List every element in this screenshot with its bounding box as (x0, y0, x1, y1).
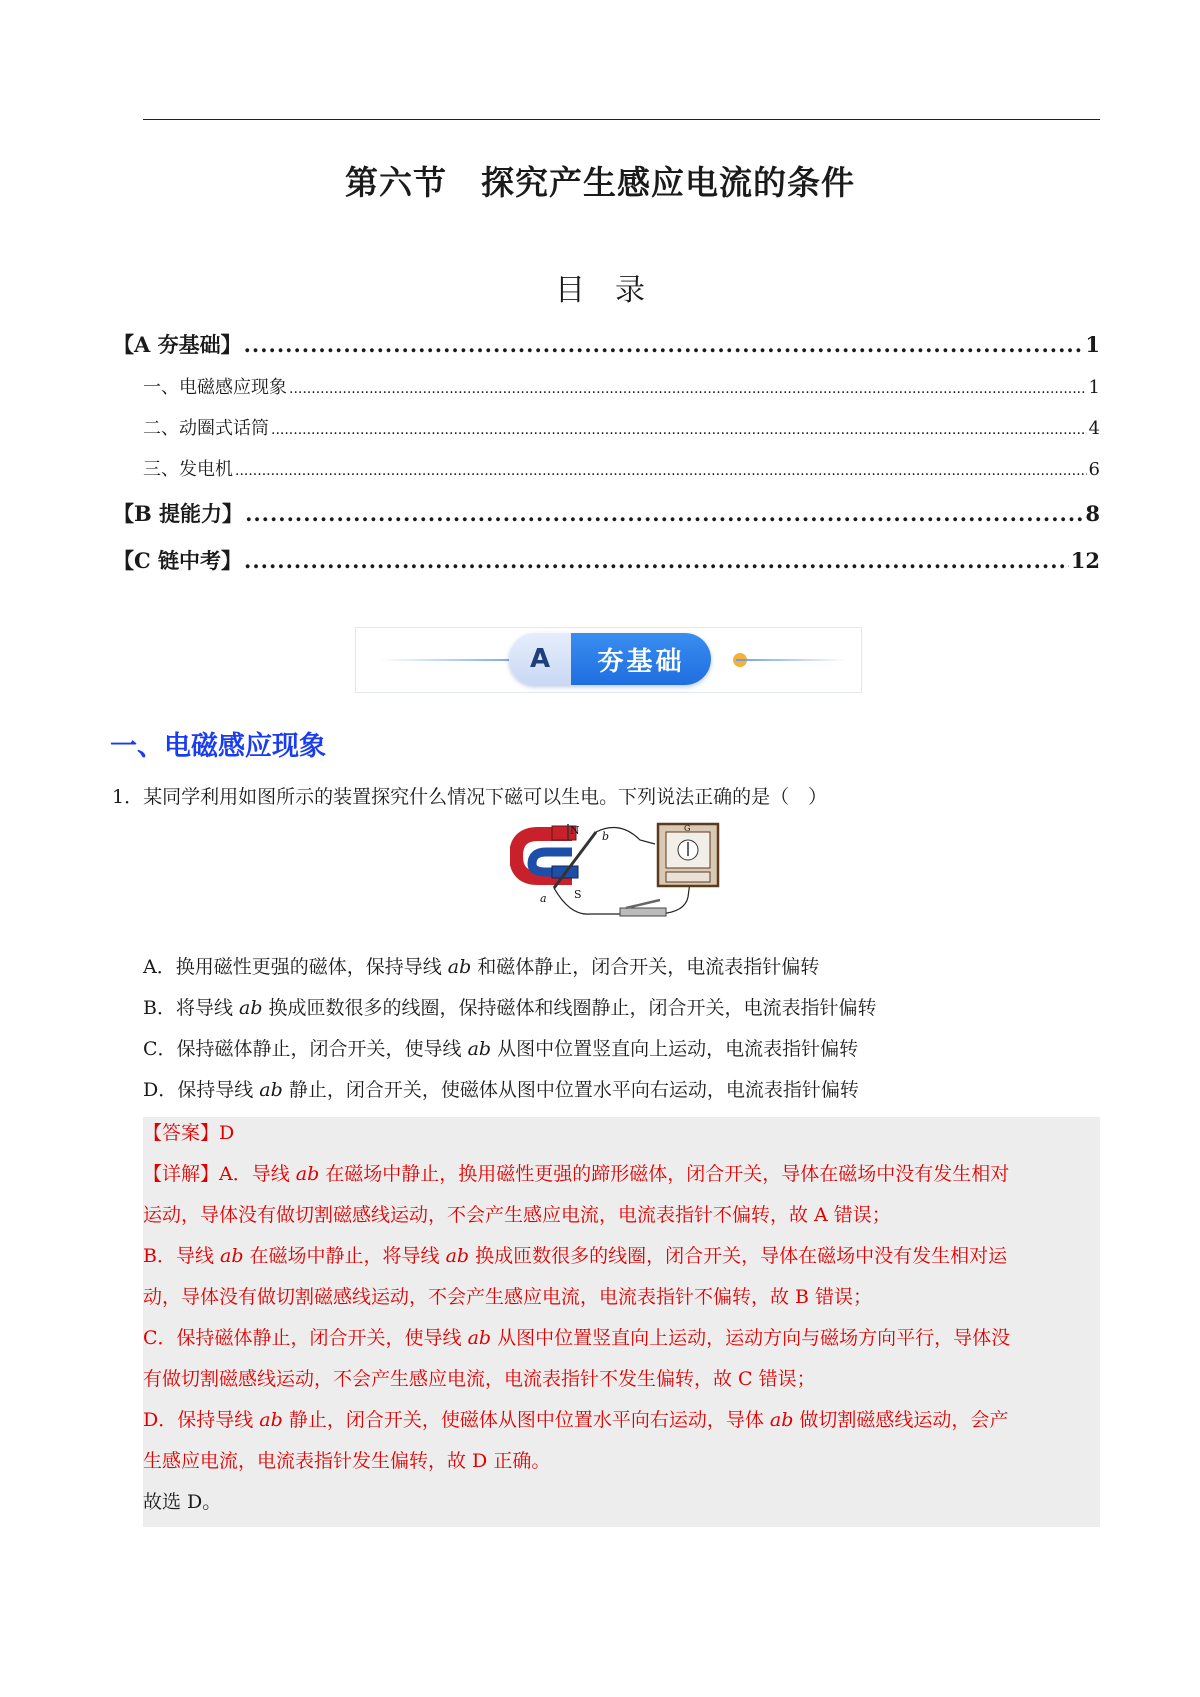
explanation-line: 【详解】A．导线 ab 在磁场中静止，换用磁性更强的蹄形磁体，闭合开关，导体在磁场中没有发生相对 (143, 1163, 1010, 1185)
toc-leader (271, 422, 1087, 438)
option-a[interactable] (143, 952, 819, 979)
page-title: 第六节 探究产生感应电流的条件 (345, 163, 855, 202)
label-n: N (570, 824, 580, 837)
toc-page-number: 1 (1088, 377, 1100, 398)
header-rule (143, 119, 1100, 120)
toc-item-1[interactable] (143, 373, 1100, 399)
banner-letter: A (509, 633, 571, 685)
option-text: 换成匝数很多的线圈，保持磁体和线圈静止，闭合开关，电流表指针偏转 (262, 997, 877, 1019)
option-text: 从图中位置竖直向上运动，电流表指针偏转 (491, 1038, 859, 1060)
explanation-line: 运动，导体没有做切割磁感线运动，不会产生感应电流，电流表指针不偏转，故 A 错误； (143, 1204, 891, 1226)
option-text: C．保持磁体静止，闭合开关，使导线 (143, 1038, 468, 1060)
variable-ab: ab (239, 997, 263, 1019)
toc-item-label: 一、电磁感应现象 (143, 377, 287, 398)
toc-leader (244, 332, 1084, 357)
label-a: a (540, 892, 547, 905)
toc-item-label: 三、发电机 (143, 459, 233, 480)
explanation-line: 生感应电流，电流表指针发生偏转，故 D 正确。 (143, 1450, 551, 1472)
toc-page-number: 12 (1070, 548, 1100, 573)
question-stem: 1．某同学利用如图所示的装置探究什么情况下磁可以生电。下列说法正确的是（ ） (112, 786, 828, 808)
toc-item-label: 【A 夯基础】 (113, 332, 242, 357)
banner-right-line (736, 659, 846, 661)
label-s: S (574, 888, 582, 901)
answer-line: 【答案】D (143, 1122, 235, 1144)
toc-page-number: 6 (1088, 459, 1100, 480)
explanation-line: 动，导体没有做切割磁感线运动，不会产生感应电流，电流表指针不偏转，故 B 错误； (143, 1286, 873, 1308)
option-c[interactable] (143, 1034, 858, 1061)
section-a-banner (355, 627, 862, 693)
toc-page-number: 4 (1088, 418, 1100, 439)
banner-pill (509, 633, 711, 685)
section-heading: 一、电磁感应现象 (110, 731, 326, 762)
toc-item-label: 【B 提能力】 (113, 501, 244, 526)
toc-item-b[interactable] (113, 498, 1100, 528)
toc-item-label: 【C 链中考】 (113, 548, 243, 573)
explanation-line: B．导线 ab 在磁场中静止，将导线 ab 换成匝数很多的线圈，闭合开关，导体在磁场中没有发生相对运 (143, 1245, 1008, 1267)
toc-item-3[interactable] (143, 455, 1100, 481)
toc-leader (245, 501, 1083, 526)
label-b: b (602, 830, 610, 843)
toc-leader (244, 548, 1069, 573)
option-text: 静止，闭合开关，使磁体从图中位置水平向右运动，电流表指针偏转 (282, 1079, 859, 1101)
toc-page-number: 8 (1085, 501, 1100, 526)
toc-item-label: 二、动圈式话筒 (143, 418, 269, 439)
option-text: A．换用磁性更强的磁体，保持导线 (143, 956, 448, 978)
option-text: 和磁体静止，闭合开关，电流表指针偏转 (471, 956, 820, 978)
toc-item-c[interactable] (113, 545, 1100, 575)
toc-item-a[interactable] (113, 329, 1100, 359)
toc-item-2[interactable] (143, 414, 1100, 440)
toc-heading: 目 录 (555, 273, 645, 308)
experiment-figure (510, 822, 720, 924)
variable-ab: ab (447, 956, 472, 978)
toc-leader (235, 463, 1087, 479)
variable-ab: ab (467, 1038, 492, 1060)
explanation-line: C．保持磁体静止，闭合开关，使导线 ab 从图中位置竖直向上运动，运动方向与磁场方向平行，导体没 (143, 1327, 1011, 1349)
option-text: B．将导线 (143, 997, 240, 1019)
explanation-line: 有做切割磁感线运动，不会产生感应电流，电流表指针不发生偏转，故 C 错误； (143, 1368, 816, 1390)
banner-text: 夯基础 (571, 633, 711, 685)
option-b[interactable] (143, 993, 877, 1020)
conclusion-line: 故选 D。 (143, 1491, 222, 1513)
option-d[interactable] (143, 1075, 859, 1102)
toc-leader (289, 381, 1087, 397)
option-text: D．保持导线 (143, 1079, 260, 1101)
banner-left-line (378, 659, 530, 661)
toc-page-number: 1 (1085, 332, 1100, 357)
variable-ab: ab (259, 1079, 283, 1101)
explanation-line: D．保持导线 ab 静止，闭合开关，使磁体从图中位置水平向右运动，导体 ab 做切割磁感线运动，会产 (143, 1409, 1009, 1431)
label-g: G (684, 824, 691, 833)
